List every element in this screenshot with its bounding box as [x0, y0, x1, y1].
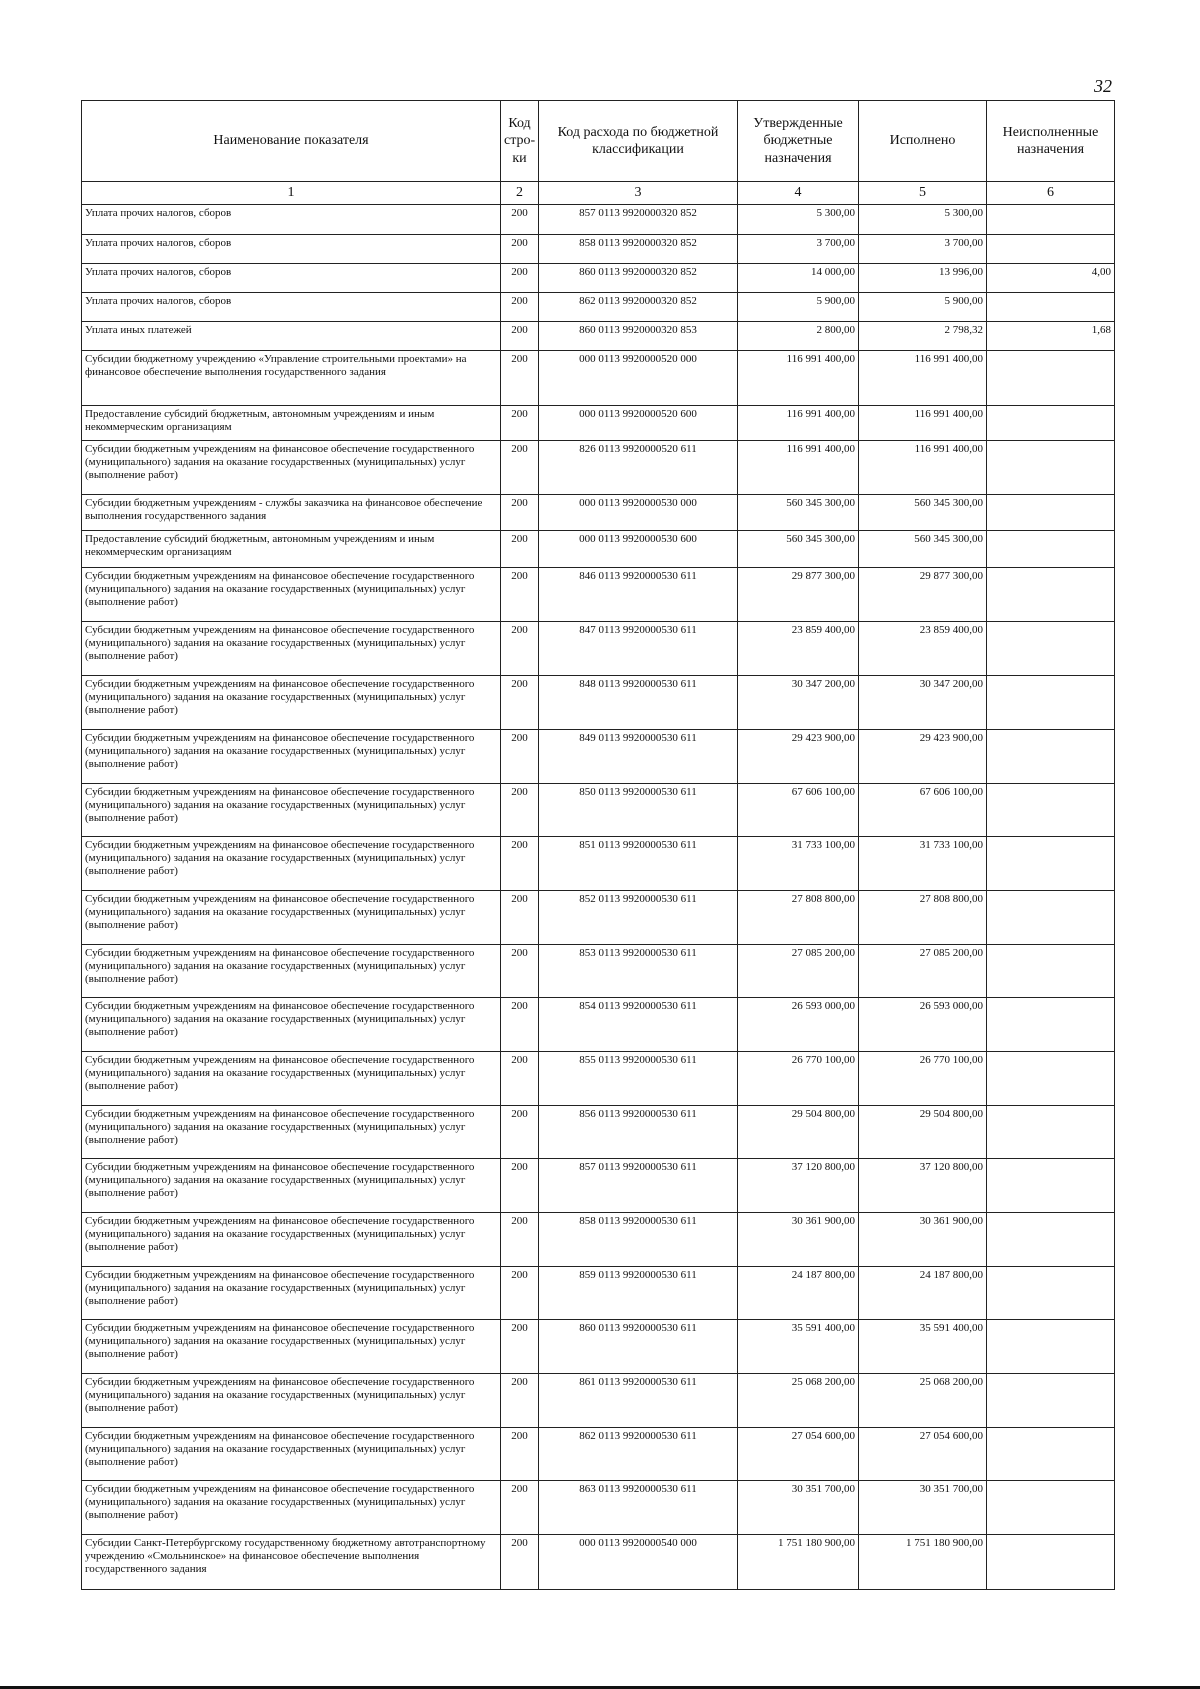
expense-code-cell: 863 0113 9920000530 611	[539, 1481, 738, 1535]
approved-amount-cell: 26 593 000,00	[738, 998, 859, 1052]
executed-amount-cell: 23 859 400,00	[859, 622, 987, 676]
line-code-cell: 200	[501, 441, 539, 495]
line-code-cell: 200	[501, 293, 539, 322]
unexecuted-amount-cell	[987, 235, 1115, 264]
indicator-name-cell: Субсидии бюджетным учреждениям на финансовое обеспечение государственного (муниципального) задания на оказание государственных (муниципальных) услуг (выполнение работ)	[82, 676, 501, 730]
table-row	[82, 837, 1115, 891]
indicator-name-cell: Уплата прочих налогов, сборов	[82, 235, 501, 264]
unexecuted-amount-cell	[987, 1106, 1115, 1159]
approved-amount-cell: 37 120 800,00	[738, 1159, 859, 1213]
table-row	[82, 676, 1115, 730]
expense-code-cell: 861 0113 9920000530 611	[539, 1374, 738, 1428]
executed-amount-cell: 25 068 200,00	[859, 1374, 987, 1428]
indicator-name-cell: Субсидии бюджетным учреждениям на финансовое обеспечение государственного (муниципального) задания на оказание государственных (муниципальных) услуг (выполнение работ)	[82, 1106, 501, 1159]
table-row	[82, 1374, 1115, 1428]
executed-amount-cell: 5 900,00	[859, 293, 987, 322]
line-code-cell: 200	[501, 568, 539, 622]
unexecuted-amount-cell	[987, 351, 1115, 406]
approved-amount-cell: 14 000,00	[738, 264, 859, 293]
line-code-cell: 200	[501, 1159, 539, 1213]
indicator-name-cell: Субсидии бюджетным учреждениям на финансовое обеспечение государственного (муниципального) задания на оказание государственных (муниципальных) услуг (выполнение работ)	[82, 784, 501, 837]
unexecuted-amount-cell	[987, 406, 1115, 441]
expense-code-cell: 000 0113 9920000520 000	[539, 351, 738, 406]
line-code-cell: 200	[501, 784, 539, 837]
header-approved: Утвержденные бюджетные назначения	[738, 101, 859, 182]
indicator-name-cell: Субсидии бюджетным учреждениям на финансовое обеспечение государственного (муниципального) задания на оказание государственных (муниципальных) услуг (выполнение работ)	[82, 441, 501, 495]
unexecuted-amount-cell: 4,00	[987, 264, 1115, 293]
approved-amount-cell: 5 900,00	[738, 293, 859, 322]
expense-code-cell: 860 0113 9920000320 853	[539, 322, 738, 351]
indicator-name-cell: Уплата прочих налогов, сборов	[82, 293, 501, 322]
executed-amount-cell: 29 504 800,00	[859, 1106, 987, 1159]
unexecuted-amount-cell	[987, 1374, 1115, 1428]
unexecuted-amount-cell	[987, 531, 1115, 568]
indicator-name-cell: Уплата прочих налогов, сборов	[82, 264, 501, 293]
line-code-cell: 200	[501, 622, 539, 676]
unexecuted-amount-cell	[987, 676, 1115, 730]
line-code-cell: 200	[501, 406, 539, 441]
indicator-name-cell: Субсидии Санкт-Петербургскому государственному бюджетному автотранспортному учреждению «Смольнинское» на финансовое обеспечение выполнения государственного задания	[82, 1535, 501, 1590]
indicator-name-cell: Субсидии бюджетным учреждениям на финансовое обеспечение государственного (муниципального) задания на оказание государственных (муниципальных) услуг (выполнение работ)	[82, 998, 501, 1052]
indicator-name-cell: Субсидии бюджетным учреждениям на финансовое обеспечение государственного (муниципального) задания на оказание государственных (муниципальных) услуг (выполнение работ)	[82, 1213, 501, 1267]
line-code-cell: 200	[501, 837, 539, 891]
table-row	[82, 784, 1115, 837]
indicator-name-cell: Субсидии бюджетным учреждениям на финансовое обеспечение государственного (муниципального) задания на оказание государственных (муниципальных) услуг (выполнение работ)	[82, 1428, 501, 1481]
table-row	[82, 568, 1115, 622]
table-row	[82, 1428, 1115, 1481]
approved-amount-cell: 24 187 800,00	[738, 1267, 859, 1320]
unexecuted-amount-cell	[987, 568, 1115, 622]
table-row	[82, 1535, 1115, 1590]
approved-amount-cell: 2 800,00	[738, 322, 859, 351]
executed-amount-cell: 26 593 000,00	[859, 998, 987, 1052]
executed-amount-cell: 67 606 100,00	[859, 784, 987, 837]
unexecuted-amount-cell: 1,68	[987, 322, 1115, 351]
executed-amount-cell: 27 808 800,00	[859, 891, 987, 945]
table-header-row	[82, 101, 1115, 182]
indicator-name-cell: Субсидии бюджетным учреждениям на финансовое обеспечение государственного (муниципального) задания на оказание государственных (муниципальных) услуг (выполнение работ)	[82, 1052, 501, 1106]
approved-amount-cell: 29 504 800,00	[738, 1106, 859, 1159]
header-indicator-name: Наименование показателя	[82, 101, 501, 182]
line-code-cell: 200	[501, 945, 539, 998]
line-code-cell: 200	[501, 205, 539, 235]
executed-amount-cell: 560 345 300,00	[859, 531, 987, 568]
executed-amount-cell: 116 991 400,00	[859, 351, 987, 406]
executed-amount-cell: 30 361 900,00	[859, 1213, 987, 1267]
table-row	[82, 322, 1115, 351]
executed-amount-cell: 24 187 800,00	[859, 1267, 987, 1320]
expense-code-cell: 860 0113 9920000320 852	[539, 264, 738, 293]
unexecuted-amount-cell	[987, 1481, 1115, 1535]
executed-amount-cell: 31 733 100,00	[859, 837, 987, 891]
indicator-name-cell: Субсидии бюджетным учреждениям на финансовое обеспечение государственного (муниципального) задания на оказание государственных (муниципальных) услуг (выполнение работ)	[82, 837, 501, 891]
table-row	[82, 1481, 1115, 1535]
expense-code-cell: 858 0113 9920000530 611	[539, 1213, 738, 1267]
line-code-cell: 200	[501, 264, 539, 293]
column-number: 4	[738, 182, 859, 205]
expense-code-cell: 856 0113 9920000530 611	[539, 1106, 738, 1159]
indicator-name-cell: Субсидии бюджетным учреждениям на финансовое обеспечение государственного (муниципального) задания на оказание государственных (муниципальных) услуг (выполнение работ)	[82, 622, 501, 676]
expense-code-cell: 000 0113 9920000520 600	[539, 406, 738, 441]
approved-amount-cell: 27 808 800,00	[738, 891, 859, 945]
approved-amount-cell: 25 068 200,00	[738, 1374, 859, 1428]
indicator-name-cell: Субсидии бюджетным учреждениям - службы заказчика на финансовое обеспечение выполнения государственного задания	[82, 495, 501, 531]
table-row	[82, 406, 1115, 441]
expense-code-cell: 855 0113 9920000530 611	[539, 1052, 738, 1106]
table-body	[82, 205, 1115, 1590]
executed-amount-cell: 30 351 700,00	[859, 1481, 987, 1535]
line-code-cell: 200	[501, 1106, 539, 1159]
indicator-name-cell: Субсидии бюджетным учреждениям на финансовое обеспечение государственного (муниципального) задания на оказание государственных (муниципальных) услуг (выполнение работ)	[82, 568, 501, 622]
table-row	[82, 1159, 1115, 1213]
table-row	[82, 293, 1115, 322]
executed-amount-cell: 5 300,00	[859, 205, 987, 235]
executed-amount-cell: 3 700,00	[859, 235, 987, 264]
expense-code-cell: 858 0113 9920000320 852	[539, 235, 738, 264]
unexecuted-amount-cell	[987, 1428, 1115, 1481]
indicator-name-cell: Субсидии бюджетным учреждениям на финансовое обеспечение государственного (муниципального) задания на оказание государственных (муниципальных) услуг (выполнение работ)	[82, 1320, 501, 1374]
line-code-cell: 200	[501, 351, 539, 406]
column-number-row	[82, 182, 1115, 205]
line-code-cell: 200	[501, 730, 539, 784]
line-code-cell: 200	[501, 1535, 539, 1590]
executed-amount-cell: 29 877 300,00	[859, 568, 987, 622]
approved-amount-cell: 116 991 400,00	[738, 441, 859, 495]
indicator-name-cell: Уплата иных платежей	[82, 322, 501, 351]
expense-code-cell: 852 0113 9920000530 611	[539, 891, 738, 945]
line-code-cell: 200	[501, 1374, 539, 1428]
indicator-name-cell: Уплата прочих налогов, сборов	[82, 205, 501, 235]
approved-amount-cell: 30 351 700,00	[738, 1481, 859, 1535]
expense-code-cell: 853 0113 9920000530 611	[539, 945, 738, 998]
line-code-cell: 200	[501, 495, 539, 531]
table-row	[82, 205, 1115, 235]
approved-amount-cell: 560 345 300,00	[738, 495, 859, 531]
line-code-cell: 200	[501, 891, 539, 945]
executed-amount-cell: 27 054 600,00	[859, 1428, 987, 1481]
table-row	[82, 351, 1115, 406]
expense-code-cell: 000 0113 9920000530 000	[539, 495, 738, 531]
unexecuted-amount-cell	[987, 205, 1115, 235]
expense-code-cell: 860 0113 9920000530 611	[539, 1320, 738, 1374]
executed-amount-cell: 2 798,32	[859, 322, 987, 351]
executed-amount-cell: 116 991 400,00	[859, 406, 987, 441]
approved-amount-cell: 5 300,00	[738, 205, 859, 235]
table-row	[82, 264, 1115, 293]
page-number: 32	[1094, 76, 1112, 96]
approved-amount-cell: 31 733 100,00	[738, 837, 859, 891]
table-row	[82, 495, 1115, 531]
column-number: 3	[539, 182, 738, 205]
indicator-name-cell: Предоставление субсидий бюджетным, автономным учреждениям и иным некоммерческим организациям	[82, 406, 501, 441]
column-number: 1	[82, 182, 501, 205]
unexecuted-amount-cell	[987, 293, 1115, 322]
column-number: 5	[859, 182, 987, 205]
approved-amount-cell: 26 770 100,00	[738, 1052, 859, 1106]
unexecuted-amount-cell	[987, 441, 1115, 495]
expense-code-cell: 857 0113 9920000320 852	[539, 205, 738, 235]
executed-amount-cell: 35 591 400,00	[859, 1320, 987, 1374]
table-row	[82, 235, 1115, 264]
executed-amount-cell: 13 996,00	[859, 264, 987, 293]
approved-amount-cell: 116 991 400,00	[738, 406, 859, 441]
expense-code-cell: 000 0113 9920000530 600	[539, 531, 738, 568]
unexecuted-amount-cell	[987, 998, 1115, 1052]
line-code-cell: 200	[501, 1428, 539, 1481]
indicator-name-cell: Субсидии бюджетным учреждениям на финансовое обеспечение государственного (муниципального) задания на оказание государственных (муниципальных) услуг (выполнение работ)	[82, 1374, 501, 1428]
line-code-cell: 200	[501, 676, 539, 730]
indicator-name-cell: Субсидии бюджетным учреждениям на финансовое обеспечение государственного (муниципального) задания на оказание государственных (муниципальных) услуг (выполнение работ)	[82, 1267, 501, 1320]
indicator-name-cell: Субсидии бюджетным учреждениям на финансовое обеспечение государственного (муниципального) задания на оказание государственных (муниципальных) услуг (выполнение работ)	[82, 730, 501, 784]
approved-amount-cell: 29 877 300,00	[738, 568, 859, 622]
unexecuted-amount-cell	[987, 1535, 1115, 1590]
table-row	[82, 1320, 1115, 1374]
unexecuted-amount-cell	[987, 1320, 1115, 1374]
expense-code-cell: 857 0113 9920000530 611	[539, 1159, 738, 1213]
approved-amount-cell: 30 347 200,00	[738, 676, 859, 730]
expense-code-cell: 850 0113 9920000530 611	[539, 784, 738, 837]
approved-amount-cell: 116 991 400,00	[738, 351, 859, 406]
table-row	[82, 531, 1115, 568]
table-row	[82, 622, 1115, 676]
expense-code-cell: 862 0113 9920000530 611	[539, 1428, 738, 1481]
table-row	[82, 1052, 1115, 1106]
indicator-name-cell: Субсидии бюджетным учреждениям на финансовое обеспечение государственного (муниципального) задания на оказание государственных (муниципальных) услуг (выполнение работ)	[82, 945, 501, 998]
unexecuted-amount-cell	[987, 891, 1115, 945]
approved-amount-cell: 23 859 400,00	[738, 622, 859, 676]
executed-amount-cell: 37 120 800,00	[859, 1159, 987, 1213]
unexecuted-amount-cell	[987, 622, 1115, 676]
line-code-cell: 200	[501, 998, 539, 1052]
executed-amount-cell: 29 423 900,00	[859, 730, 987, 784]
unexecuted-amount-cell	[987, 495, 1115, 531]
table-row	[82, 1106, 1115, 1159]
unexecuted-amount-cell	[987, 1213, 1115, 1267]
expense-code-cell: 846 0113 9920000530 611	[539, 568, 738, 622]
table-row	[82, 1267, 1115, 1320]
approved-amount-cell: 560 345 300,00	[738, 531, 859, 568]
table-row	[82, 441, 1115, 495]
approved-amount-cell: 27 085 200,00	[738, 945, 859, 998]
executed-amount-cell: 26 770 100,00	[859, 1052, 987, 1106]
expense-code-cell: 000 0113 9920000540 000	[539, 1535, 738, 1590]
expense-code-cell: 849 0113 9920000530 611	[539, 730, 738, 784]
executed-amount-cell: 116 991 400,00	[859, 441, 987, 495]
approved-amount-cell: 30 361 900,00	[738, 1213, 859, 1267]
line-code-cell: 200	[501, 1052, 539, 1106]
line-code-cell: 200	[501, 531, 539, 568]
approved-amount-cell: 35 591 400,00	[738, 1320, 859, 1374]
header-expense-code: Код расхода по бюджетной классификации	[539, 101, 738, 182]
line-code-cell: 200	[501, 1481, 539, 1535]
executed-amount-cell: 560 345 300,00	[859, 495, 987, 531]
executed-amount-cell: 30 347 200,00	[859, 676, 987, 730]
unexecuted-amount-cell	[987, 1159, 1115, 1213]
header-unexecuted: Неисполненные назначения	[987, 101, 1115, 182]
line-code-cell: 200	[501, 1213, 539, 1267]
column-number: 2	[501, 182, 539, 205]
executed-amount-cell: 1 751 180 900,00	[859, 1535, 987, 1590]
indicator-name-cell: Субсидии бюджетным учреждениям на финансовое обеспечение государственного (муниципального) задания на оказание государственных (муниципальных) услуг (выполнение работ)	[82, 1481, 501, 1535]
expense-code-cell: 854 0113 9920000530 611	[539, 998, 738, 1052]
approved-amount-cell: 27 054 600,00	[738, 1428, 859, 1481]
line-code-cell: 200	[501, 322, 539, 351]
unexecuted-amount-cell	[987, 730, 1115, 784]
table-row	[82, 1213, 1115, 1267]
table-row	[82, 998, 1115, 1052]
unexecuted-amount-cell	[987, 1052, 1115, 1106]
expense-code-cell: 859 0113 9920000530 611	[539, 1267, 738, 1320]
unexecuted-amount-cell	[987, 784, 1115, 837]
column-number: 6	[987, 182, 1115, 205]
budget-execution-table	[81, 100, 1115, 1590]
approved-amount-cell: 3 700,00	[738, 235, 859, 264]
indicator-name-cell: Субсидии бюджетным учреждениям на финансовое обеспечение государственного (муниципального) задания на оказание государственных (муниципальных) услуг (выполнение работ)	[82, 1159, 501, 1213]
table-row	[82, 945, 1115, 998]
unexecuted-amount-cell	[987, 945, 1115, 998]
expense-code-cell: 826 0113 9920000520 611	[539, 441, 738, 495]
line-code-cell: 200	[501, 1267, 539, 1320]
unexecuted-amount-cell	[987, 837, 1115, 891]
table-row	[82, 891, 1115, 945]
expense-code-cell: 851 0113 9920000530 611	[539, 837, 738, 891]
line-code-cell: 200	[501, 1320, 539, 1374]
header-line-code: Код стро-ки	[501, 101, 539, 182]
line-code-cell: 200	[501, 235, 539, 264]
indicator-name-cell: Субсидии бюджетным учреждениям на финансовое обеспечение государственного (муниципального) задания на оказание государственных (муниципальных) услуг (выполнение работ)	[82, 891, 501, 945]
expense-code-cell: 847 0113 9920000530 611	[539, 622, 738, 676]
header-executed: Исполнено	[859, 101, 987, 182]
unexecuted-amount-cell	[987, 1267, 1115, 1320]
executed-amount-cell: 27 085 200,00	[859, 945, 987, 998]
expense-code-cell: 848 0113 9920000530 611	[539, 676, 738, 730]
expense-code-cell: 862 0113 9920000320 852	[539, 293, 738, 322]
approved-amount-cell: 1 751 180 900,00	[738, 1535, 859, 1590]
approved-amount-cell: 67 606 100,00	[738, 784, 859, 837]
indicator-name-cell: Субсидии бюджетному учреждению «Управление строительными проектами» на финансовое обеспечение выполнения государственного задания	[82, 351, 501, 406]
table-row	[82, 730, 1115, 784]
approved-amount-cell: 29 423 900,00	[738, 730, 859, 784]
indicator-name-cell: Предоставление субсидий бюджетным, автономным учреждениям и иным некоммерческим организациям	[82, 531, 501, 568]
